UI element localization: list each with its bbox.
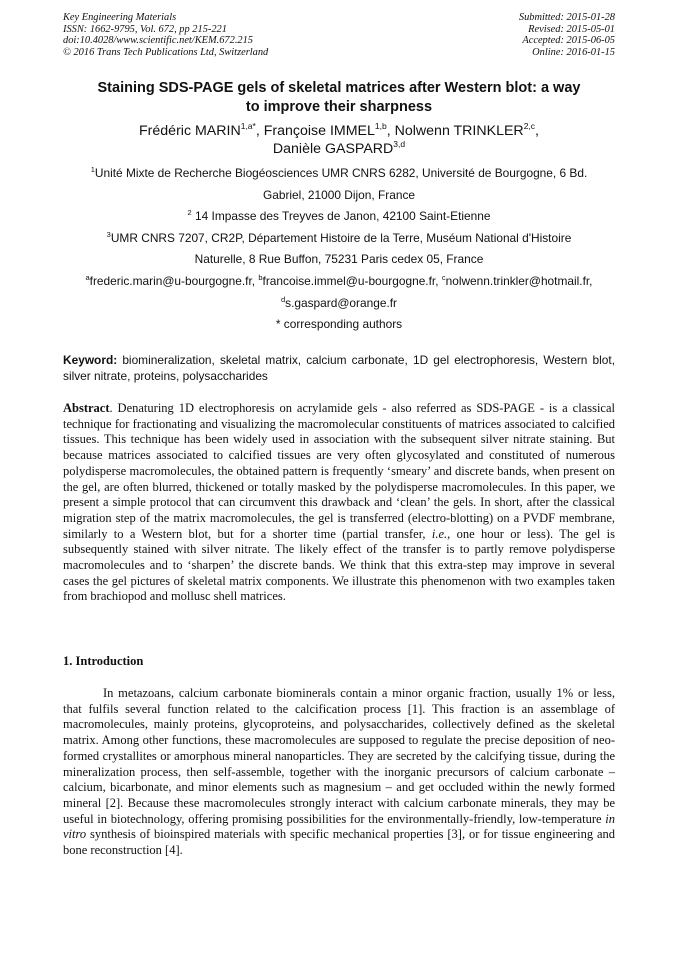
abstract-label: Abstract xyxy=(63,401,110,415)
author-list xyxy=(63,122,615,158)
email-link[interactable]: s.gaspard@orange.fr xyxy=(285,295,398,310)
date-submitted: Submitted: 2015-01-28 xyxy=(518,12,615,23)
keywords xyxy=(63,353,615,384)
submission-dates xyxy=(519,12,615,59)
author-line-2 xyxy=(63,140,615,158)
email-link[interactable]: nolwenn.trinkler@hotmail.fr, xyxy=(445,273,593,288)
author-affil-sup: 1,a* xyxy=(240,121,256,131)
date-revised: Revised: 2015-05-01 xyxy=(528,23,615,35)
abstract xyxy=(63,401,615,605)
affil-text: Unité Mixte de Recherche Biogéosciences UMR CNRS 6282, Université de Bourgogne, 6 Bd. xyxy=(94,166,588,180)
paper-title xyxy=(63,79,615,117)
affiliation-3-cont: Naturelle, 8 Rue Buffon, 75231 Paris cedex 05, France xyxy=(194,252,484,267)
journal-info xyxy=(63,12,268,59)
affiliation-3 xyxy=(63,228,615,250)
author-line-1 xyxy=(63,122,615,140)
journal-issn: ISSN: 1662-9795, Vol. 672, pp 215-221 xyxy=(63,23,227,35)
author-name: Françoise IMMEL xyxy=(263,123,375,139)
title-line-2: to improve their sharpness xyxy=(245,99,433,115)
journal-name: Key Engineering Materials xyxy=(63,12,177,23)
abstract-italic: i.e. xyxy=(431,526,448,541)
affil-sup: 3 xyxy=(106,229,111,239)
author-name: Frédéric MARIN xyxy=(139,123,241,139)
journal-copyright: © 2016 Trans Tech Publications Ltd, Switzerland xyxy=(63,47,269,59)
author-affil-sup: 3,d xyxy=(393,139,406,149)
intro-text: In metazoans, calcium carbonate biominerals contain a minor organic fraction, usually 1% or less, that fulfils several function related to the calcification process [1]. This fraction is an assemblage of macromolecules, mainly proteins, glycoproteins, and polysaccharides, collectively defined as the skeletal matrix. Among other functions, these macromolecules are supposed to regulate the precise deposition of neo-formed crystallites or amorphous mineral nanoparticles. They are secreted by the calcifying tissue, during the mineralization process, then self-assemble, together with the inorganic precursors of calcium carbonate – calcium, bicarbonate, and minor elements such as magnesium – and get occluded within the newly formed mineral [2]. Because these macromolecules strongly interact with calcium carbonate minerals, they may be useful in biotechnology, offering promising possibilities for the environmentally-friendly, low-temperature xyxy=(63,686,615,826)
affiliation-1 xyxy=(63,163,615,185)
author-name: Nolwenn TRINKLER xyxy=(394,123,524,139)
email-sup: c xyxy=(441,272,446,282)
affil-sup: 2 xyxy=(187,208,192,218)
author-sep: , xyxy=(386,123,395,139)
affiliation-1-cont: Gabriel, 21000 Dijon, France xyxy=(262,187,416,202)
section-heading: 1. Introduction xyxy=(63,654,144,668)
email-link[interactable]: francoise.immel@u-bourgogne.fr, xyxy=(262,273,442,288)
affiliations xyxy=(63,163,615,336)
author-emails xyxy=(63,271,615,293)
journal-doi: doi:10.4028/www.scientific.net/KEM.672.215 xyxy=(63,35,253,47)
affiliation-2 xyxy=(63,206,615,228)
date-online: Online: 2016-01-15 xyxy=(532,47,615,59)
abstract-text: , one hour or less). The gel is subsequently stained with silver nitrate. The likely effect of the transfer is to partly remove polydisperse macromolecules and to ‘sharpen’ the discrete bands. We think that this extra-step may improve in several cases the gel pictures of skeletal matrix components. We illustrate this phenomenon with two examples taken from brachiopod and mollusc shell matrices. xyxy=(63,526,615,604)
intro-italic: in vitro xyxy=(63,811,615,842)
author-name: Danièle GASPARD xyxy=(272,141,394,157)
abstract-text: . Denaturing 1D electrophoresis on acrylamide gels - also referred as SDS-PAGE - is a classical technique for fractionating and visualizing the macromolecular constituents of matrices associated to calcified tissues. This technique has been widely used in association with the subsequent silver nitrate staining. But because matrices associated to calcified tissues are very often glycosylated and constituted of numerous polydisperse macromolecules, the obtained pattern is frequently ‘smeary’ and discrete bands, when present on the gel, are often blurred, thickened or totally masked by the polydisperse macromolecules. In this paper, we present a simple protocol that can circumvent this drawback and ‘clean’ the gels. In short, after the classical migration step of the matrix macromolecules, the gel is transferred (electro-blotting) on a PVDF membrane, similarly to a Western blot, but for a shorter time (partial transfer, xyxy=(63,401,615,541)
affil-sup: 1 xyxy=(90,165,95,174)
affil-text: 14 Impasse des Treyves de Janon, 42100 Saint-Etienne xyxy=(191,209,491,224)
author-affil-sup: 1,b xyxy=(374,121,387,131)
email-sup: a xyxy=(85,272,90,282)
intro-paragraph xyxy=(63,686,615,859)
corresponding-note: * corresponding authors xyxy=(275,317,403,332)
author-affil-sup: 2,c xyxy=(523,121,536,131)
email-sup: d xyxy=(280,294,286,304)
keywords-text: biomineralization, skeletal matrix, calcium carbonate, 1D gel electrophoresis, Western blot, silver nitrate, proteins, polysaccharides xyxy=(63,353,615,383)
date-accepted: Accepted: 2015-06-05 xyxy=(522,35,615,47)
keywords-label: Keyword: xyxy=(63,353,118,367)
author-emails-cont xyxy=(63,293,615,315)
author-sep: , xyxy=(535,123,539,139)
intro-text: synthesis of bioinspired materials with specific mechanical properties [3], or for tissue engineering and bone reconstruction [4]. xyxy=(63,827,615,858)
email-link[interactable]: frederic.marin@u-bourgogne.fr, xyxy=(89,273,259,288)
title-line-1: Staining SDS-PAGE gels of skeletal matrices after Western blot: a way xyxy=(97,80,581,96)
affil-text: UMR CNRS 7207, CR2P, Département Histoire de la Terre, Muséum National d'Histoire xyxy=(110,230,572,245)
author-sep: , xyxy=(255,123,264,139)
email-sup: b xyxy=(258,272,263,282)
